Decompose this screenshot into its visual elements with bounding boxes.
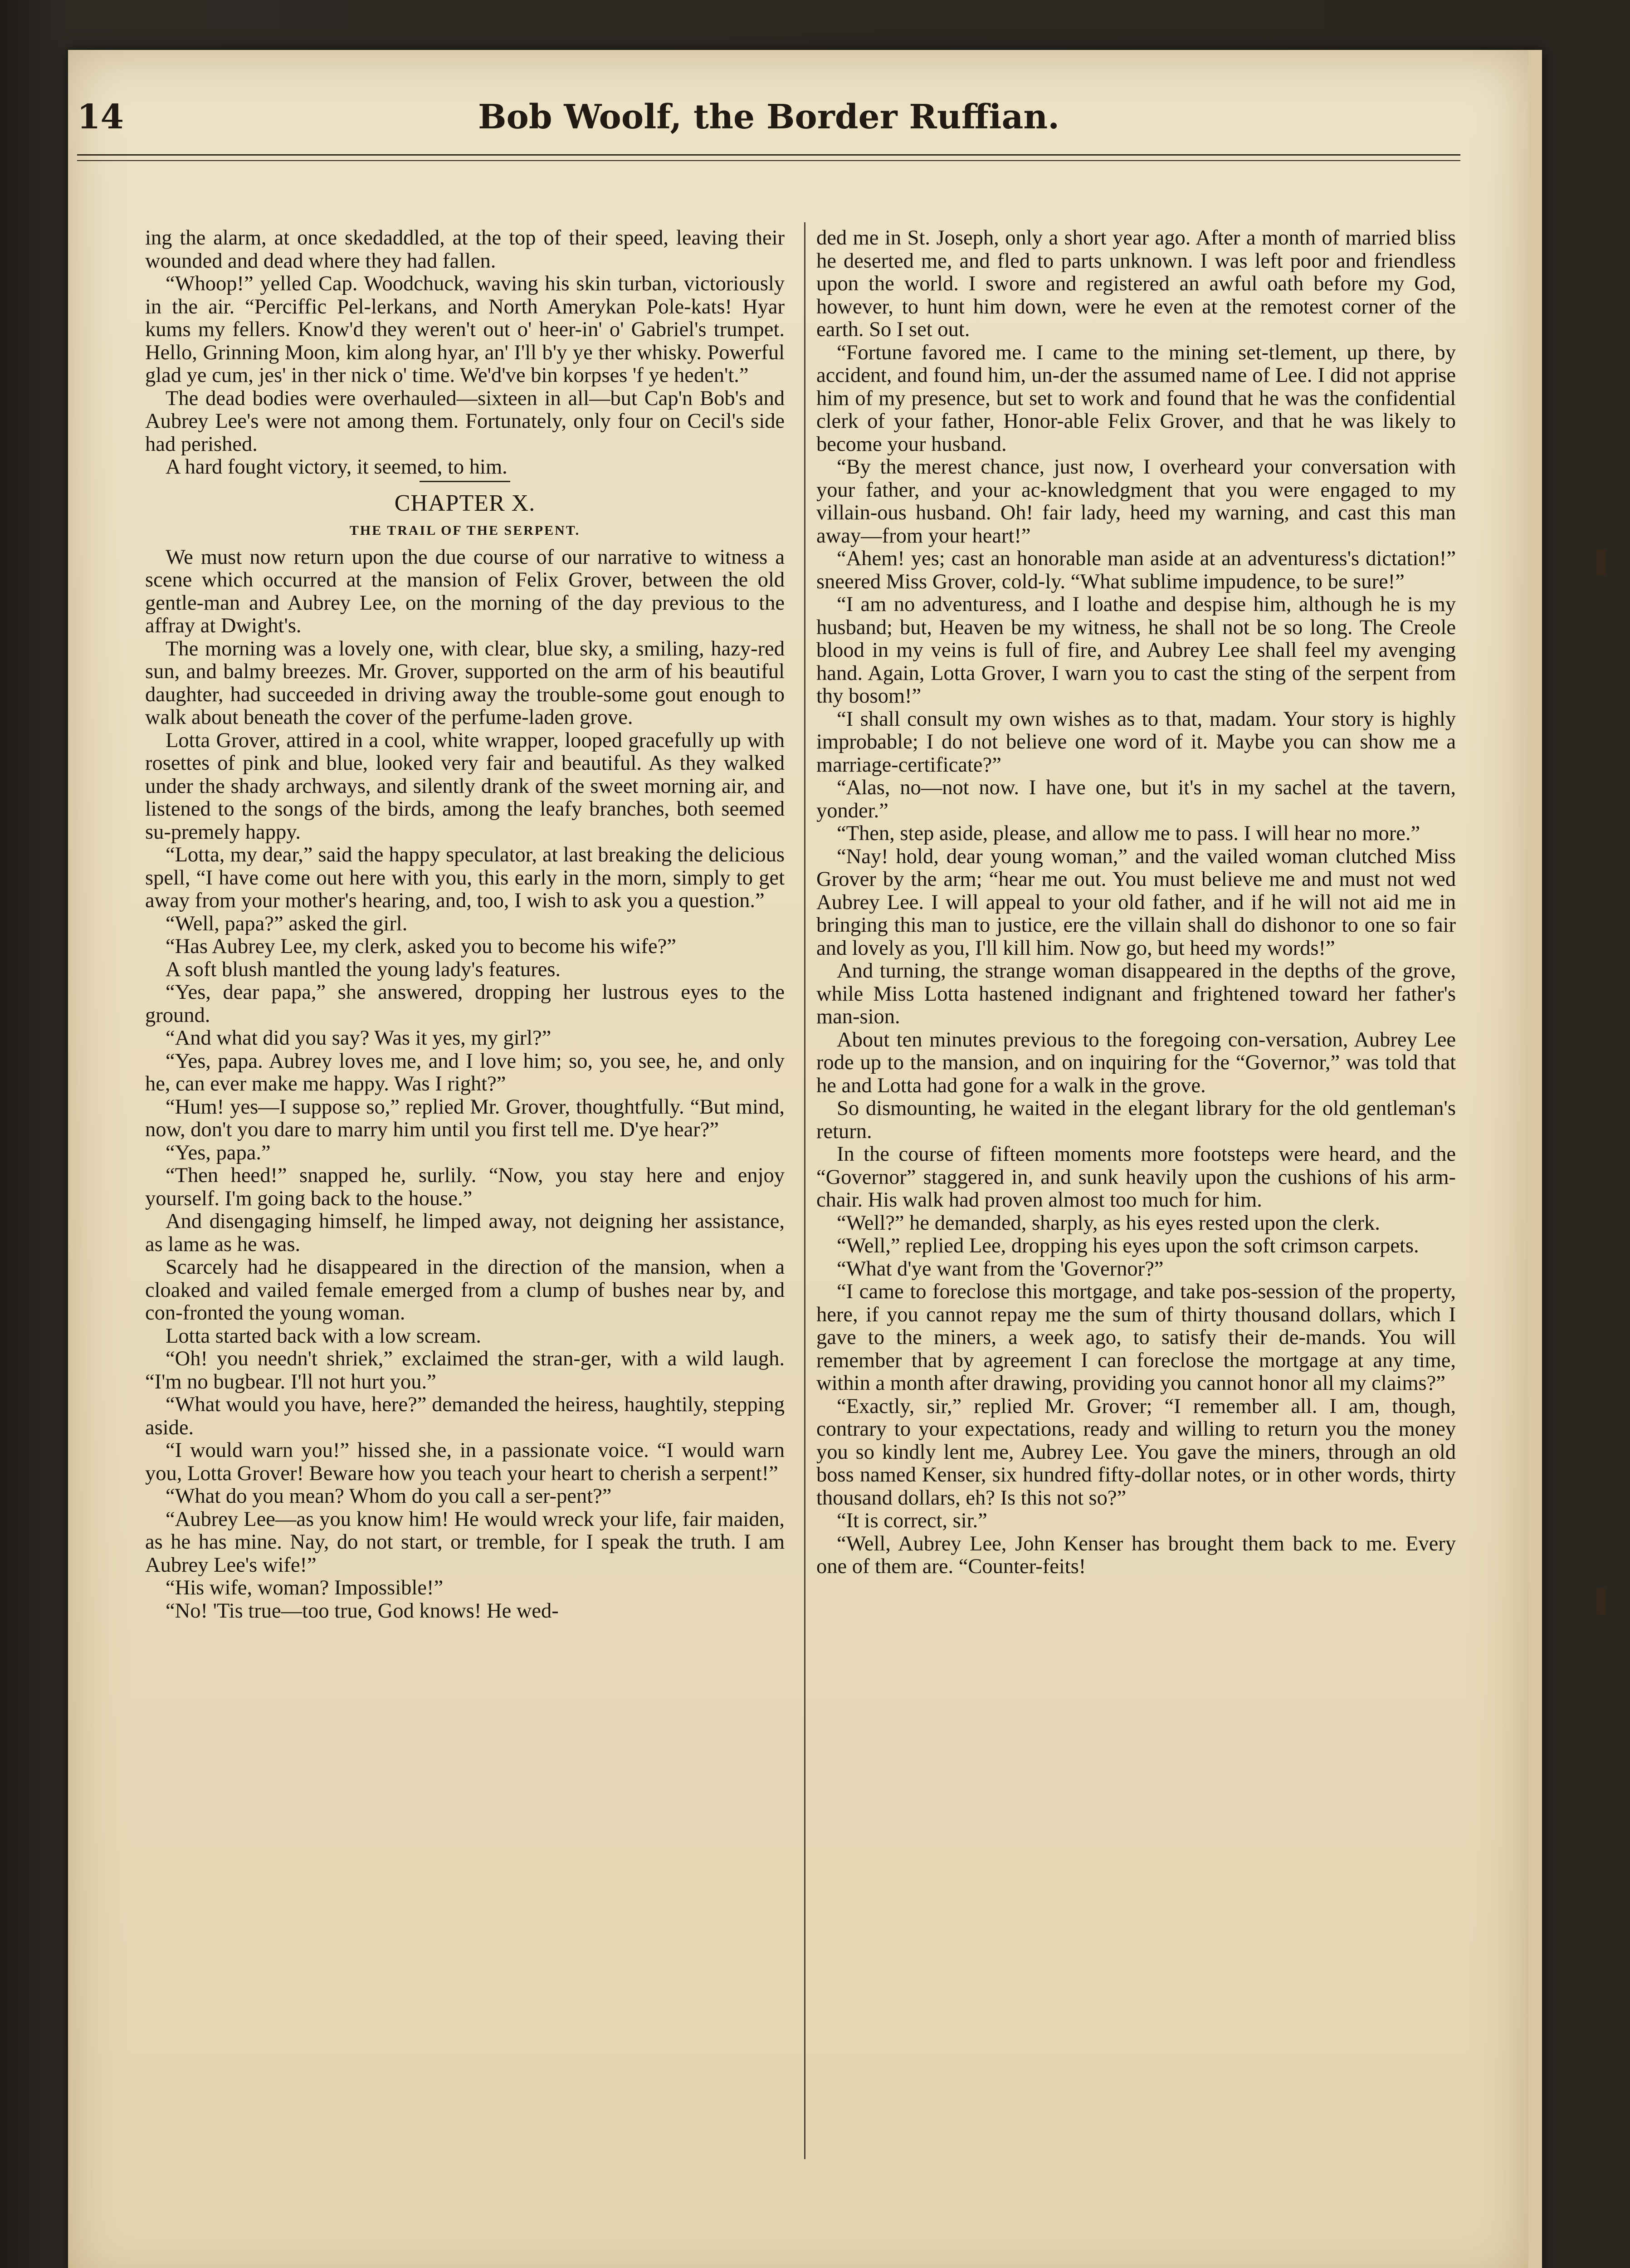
chapter-rule bbox=[420, 481, 510, 482]
column-divider bbox=[804, 222, 805, 2159]
paragraph: ing the alarm, at once skedaddled, at the top of their speed, leaving their wounded and dead where they had fallen. bbox=[145, 227, 785, 273]
paragraph: “Alas, no—not now. I have one, but it's in my sachel at the tavern, yonder.” bbox=[816, 776, 1456, 822]
paragraph: “I shall consult my own wishes as to that, madam. Your story is highly improbable; I do not believe one word of it. Maybe you can show me a marriage-certificate?” bbox=[816, 707, 1456, 777]
paragraph: “I would warn you!” hissed she, in a passionate voice. “I would warn you, Lotta Grover! Beware how you teach your heart to cherish a serpent!” bbox=[145, 1439, 785, 1485]
paragraph: The morning was a lovely one, with clear, blue sky, a smiling, hazy-red sun, and balmy breezes. Mr. Grover, supported on the arm of his beautiful daughter, had succeeded in driving away the trouble-some gout enough to walk about beneath the cover of the perfume-laden grove. bbox=[145, 637, 785, 729]
paragraph: “What would you have, here?” demanded the heiress, haughtily, stepping aside. bbox=[145, 1393, 785, 1439]
paragraph: “Then, step aside, please, and allow me to pass. I will hear no more.” bbox=[837, 822, 1420, 845]
paragraph: The dead bodies were overhauled—sixteen in all—but Cap'n Bob's and Aubrey Lee's were not among them. Fortunately, only four on Cecil's side had perished. bbox=[145, 386, 785, 456]
paragraph: “And what did you say? Was it yes, my girl?” bbox=[166, 1026, 551, 1050]
paragraph: “Yes, papa.” bbox=[166, 1141, 271, 1164]
header-rule bbox=[77, 154, 1460, 161]
paragraph: “Yes, papa. Aubrey loves me, and I love him; so, you see, he, and only he, can ever make me happy. Was I right?” bbox=[145, 1049, 785, 1095]
paragraph: And turning, the strange woman disappeared in the depths of the grove, while Miss Lotta hastened indignant and frightened toward her father's man-sion. bbox=[816, 959, 1456, 1028]
paragraph: “Well,” replied Lee, dropping his eyes upon the soft crimson carpets. bbox=[837, 1234, 1419, 1257]
paragraph: “Nay! hold, dear young woman,” and the vailed woman clutched Miss Grover by the arm; “hear me out. You must believe me and must not wed Aubrey Lee. I will appeal to your old father, and if he will not aid me in bringing this man to justice, ere the villain shall do dishonor to one so fair and lovely as you, I'll kill him. Now go, but heed my words!” bbox=[816, 845, 1456, 960]
paragraph: “Well?” he demanded, sharply, as his eyes rested upon the clerk. bbox=[837, 1211, 1380, 1235]
paragraph: Lotta started back with a low scream. bbox=[166, 1324, 481, 1348]
paragraph: “I came to foreclose this mortgage, and take pos-session of the property, here, if you cannot repay me the sum of thirty thousand dollars, which I gave to the miners, a week ago, to satisfy their de-mands. You will remember that by agreement I can foreclose the mortgage at any time, within a month after drawing, providing you cannot honor all my claims?” bbox=[816, 1280, 1456, 1395]
paragraph: “No! 'Tis true—too true, God knows! He wed- bbox=[166, 1599, 559, 1623]
page-header bbox=[77, 98, 1460, 156]
binding-mark bbox=[1596, 1588, 1606, 1615]
paragraph: “Has Aubrey Lee, my clerk, asked you to become his wife?” bbox=[166, 935, 676, 958]
paragraph: A soft blush mantled the young lady's features. bbox=[166, 958, 561, 981]
binding-mark bbox=[1596, 549, 1606, 576]
paragraph: Lotta Grover, attired in a cool, white wrapper, looped gracefully up with rosettes of pink and blue, looked very fair and beautiful. As they walked under the shady archways, and silently drank of the sweet morning air, and listened to the songs of the birds, among the leafy branches, both seemed su-premely happy. bbox=[145, 728, 785, 844]
paragraph: “Oh! you needn't shriek,” exclaimed the stran-ger, with a wild laugh. “I'm no bugbear. I'll not hurt you.” bbox=[145, 1347, 785, 1393]
paragraph: “What do you mean? Whom do you call a ser-pent?” bbox=[166, 1485, 612, 1508]
paragraph: “Ahem! yes; cast an honorable man aside at an adventuress's dictation!” sneered Miss Grover, cold-ly. “What sublime impudence, to be sure!” bbox=[816, 547, 1456, 593]
paragraph: Scarcely had he disappeared in the direction of the mansion, when a cloaked and vailed female emerged from a clump of bushes near by, and con-fronted the young woman. bbox=[145, 1256, 785, 1325]
paragraph: “I am no adventuress, and I loathe and despise him, although he is my husband; but, Heaven be my witness, he shall not be so long. The Creole blood in my veins is full of fire, and Aubrey Lee shall feel my avenging hand. Again, Lotta Grover, I warn you to cast the sting of the serpent from thy bosom!” bbox=[816, 593, 1456, 708]
paragraph: “Well, Aubrey Lee, John Kenser has brought them back to me. Every one of them are. “Counter-feits! bbox=[816, 1532, 1456, 1578]
paragraph: We must now return upon the due course of our narrative to witness a scene which occurred at the mansion of Felix Grover, between the old gentle-man and Aubrey Lee, on the morning of the day previous to the affray at Dwight's. bbox=[145, 545, 785, 637]
chapter-heading: CHAPTER X. bbox=[394, 490, 536, 516]
paragraph: So dismounting, he waited in the elegant library for the old gentleman's return. bbox=[816, 1097, 1456, 1143]
paragraph: “By the merest chance, just now, I overheard your conversation with your father, and your ac-knowledgment that you were engaged to my villain-ous husband. Oh! fair lady, heed my warning, and cast this man away—from your heart!” bbox=[816, 455, 1456, 547]
left-column bbox=[145, 227, 785, 2155]
paragraph: “Yes, dear papa,” she answered, dropping her lustrous eyes to the ground. bbox=[145, 981, 785, 1027]
paragraph: “His wife, woman? Impossible!” bbox=[166, 1576, 444, 1599]
paragraph: ded me in St. Joseph, only a short year ago. After a month of married bliss he deserted me, and fled to parts unknown. I was left poor and friendless upon the world. I swore and registered an awful oath before my God, however, to hunt him down, were he even at the remotest corner of the earth. So I set out. bbox=[816, 227, 1456, 341]
paragraph: A hard fought victory, it seemed, to him. bbox=[166, 455, 508, 479]
paragraph: “It is correct, sir.” bbox=[837, 1509, 987, 1532]
paragraph: “Lotta, my dear,” said the happy speculator, at last breaking the delicious spell, “I have come out here with you, this early in the morn, simply to get away from your mother's hearing, and, too, I wish to ask you a question.” bbox=[145, 843, 785, 912]
chapter-subtitle: THE TRAIL OF THE SERPENT. bbox=[349, 523, 581, 538]
paragraph: “Well, papa?” asked the girl. bbox=[166, 912, 408, 935]
paragraph: “Exactly, sir,” replied Mr. Grover; “I remember all. I am, though, contrary to your expectations, ready and willing to return you the money you so kindly lent me, Aubrey Lee. You gave the miners, through an old boss named Kenser, six hundred fifty-dollar notes, or in other words, thirty thousand dollars, eh? Is this not so?” bbox=[816, 1394, 1456, 1510]
paragraph: “Whoop!” yelled Cap. Woodchuck, waving his skin turban, victoriously in the air. “Perciffic Pel-lerkans, and North Amerykan Pole-kats! Hyar kums my fellers. Know'd they weren't out o' heer-in' o' Gabriel's trumpet. Hello, Grinning Moon, kim along hyar, an' I'll b'y ye ther whisky. Powerful glad ye cum, jes' in ther nick o' time. We'd've bin korpses 'f ye heden't.” bbox=[145, 272, 785, 387]
paragraph: “Hum! yes—I suppose so,” replied Mr. Grover, thoughtfully. “But mind, now, don't you dare to marry him until you first tell me. D'ye hear?” bbox=[145, 1095, 785, 1141]
paragraph: “Fortune favored me. I came to the mining set-tlement, up there, by accident, and found him, un-der the assumed name of Lee. I did not apprise him of my presence, but set to work and found that he was the confidential clerk of your father, Honor-able Felix Grover, and that he was likely to become your husband. bbox=[816, 341, 1456, 456]
right-column bbox=[816, 227, 1456, 2155]
paragraph: “What d'ye want from the 'Governor?” bbox=[837, 1257, 1164, 1281]
paragraph: About ten minutes previous to the foregoing con-versation, Aubrey Lee rode up to the mansion, and on inquiring for the “Governor,” was told that he and Lotta had gone for a walk in the grove. bbox=[816, 1028, 1456, 1097]
page-number: 14 bbox=[77, 98, 124, 137]
paragraph: In the course of fifteen moments more footsteps were heard, and the “Governor” staggered in, and sunk heavily upon the cushions of his arm-chair. His walk had proven almost too much for him. bbox=[816, 1143, 1456, 1212]
paragraph: “Then heed!” snapped he, surlily. “Now, you stay here and enjoy yourself. I'm going back to the house.” bbox=[145, 1164, 785, 1210]
paragraph: “Aubrey Lee—as you know him! He would wreck your life, fair maiden, as he has mine. Nay, do not start, or tremble, for I speak the truth. I am Aubrey Lee's wife!” bbox=[145, 1507, 785, 1577]
paragraph: And disengaging himself, he limped away, not deigning her assistance, as lame as he was. bbox=[145, 1210, 785, 1256]
running-title: Bob Woolf, the Border Ruffian. bbox=[478, 98, 1059, 137]
